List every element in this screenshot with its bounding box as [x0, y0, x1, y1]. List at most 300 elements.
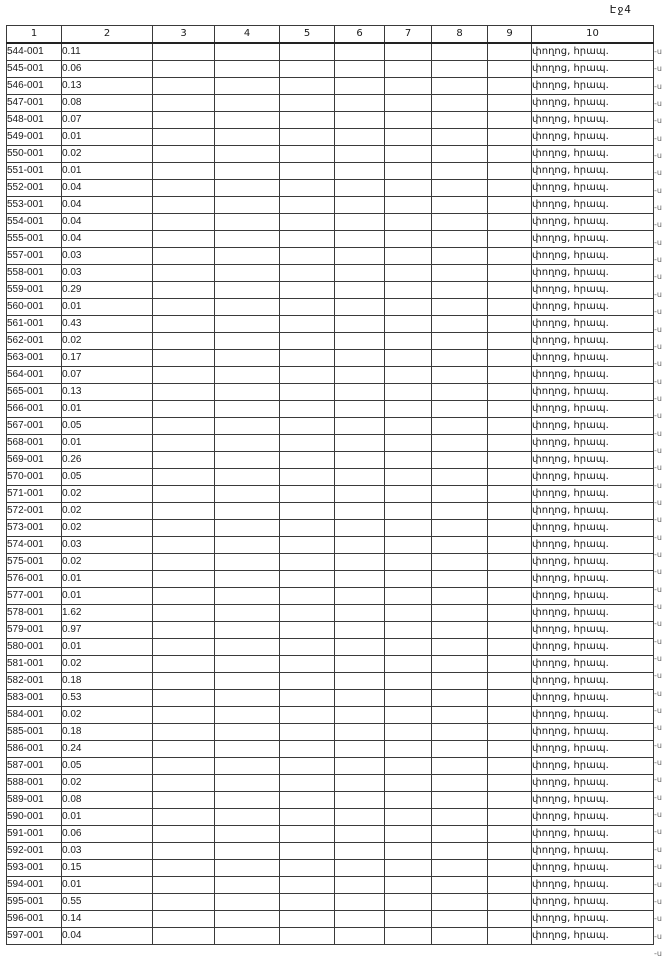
empty-cell — [488, 43, 532, 61]
empty-cell — [488, 673, 532, 690]
purpose-cell: փողոց, հրապ. — [532, 605, 654, 622]
empty-cell — [335, 690, 385, 707]
empty-cell — [215, 928, 280, 945]
empty-cell — [215, 418, 280, 435]
area-cell: 0.04 — [62, 231, 153, 248]
empty-cell — [215, 571, 280, 588]
empty-cell — [335, 843, 385, 860]
empty-cell — [215, 724, 280, 741]
empty-cell — [153, 282, 215, 299]
table-row — [7, 588, 654, 605]
empty-cell — [385, 384, 432, 401]
empty-cell — [385, 605, 432, 622]
purpose-cell: փողոց, հրապ. — [532, 282, 654, 299]
empty-cell — [385, 333, 432, 350]
parcel-id-cell: 594-001 — [7, 877, 62, 894]
empty-cell — [215, 333, 280, 350]
table-row — [7, 826, 654, 843]
empty-cell — [153, 452, 215, 469]
empty-cell — [335, 248, 385, 265]
margin-mark: -ս — [654, 64, 662, 74]
empty-cell — [335, 401, 385, 418]
area-cell: 0.02 — [62, 146, 153, 163]
empty-cell — [215, 112, 280, 129]
margin-mark: -ս — [654, 896, 662, 906]
empty-cell — [432, 282, 488, 299]
empty-cell — [488, 520, 532, 537]
margin-mark: -ս — [654, 879, 662, 889]
purpose-cell: փողոց, հրապ. — [532, 333, 654, 350]
empty-cell — [488, 911, 532, 928]
empty-cell — [488, 656, 532, 673]
margin-mark: -ս — [654, 931, 662, 941]
empty-cell — [385, 418, 432, 435]
empty-cell — [335, 656, 385, 673]
empty-cell — [153, 146, 215, 163]
purpose-cell: փողոց, հրապ. — [532, 741, 654, 758]
empty-cell — [335, 299, 385, 316]
area-cell: 0.01 — [62, 435, 153, 452]
parcel-id-cell: 593-001 — [7, 860, 62, 877]
empty-cell — [385, 282, 432, 299]
empty-cell — [488, 775, 532, 792]
table-row — [7, 741, 654, 758]
margin-mark: -ս — [654, 549, 662, 559]
table-row — [7, 248, 654, 265]
parcel-id-cell: 579-001 — [7, 622, 62, 639]
empty-cell — [280, 469, 335, 486]
margin-marks — [654, 43, 669, 962]
empty-cell — [215, 622, 280, 639]
area-cell: 0.55 — [62, 894, 153, 911]
empty-cell — [280, 758, 335, 775]
empty-cell — [488, 571, 532, 588]
empty-cell — [488, 758, 532, 775]
margin-mark: -ս — [654, 151, 662, 161]
empty-cell — [335, 571, 385, 588]
parcel-id-cell: 585-001 — [7, 724, 62, 741]
empty-cell — [153, 673, 215, 690]
empty-cell — [280, 129, 335, 146]
empty-cell — [153, 877, 215, 894]
purpose-cell: փողոց, հրապ. — [532, 775, 654, 792]
empty-cell — [280, 707, 335, 724]
empty-cell — [153, 741, 215, 758]
empty-cell — [335, 469, 385, 486]
parcel-id-cell: 566-001 — [7, 401, 62, 418]
area-cell: 0.29 — [62, 282, 153, 299]
empty-cell — [153, 520, 215, 537]
parcel-id-cell: 567-001 — [7, 418, 62, 435]
empty-cell — [385, 707, 432, 724]
purpose-cell: փողոց, հրապ. — [532, 588, 654, 605]
empty-cell — [215, 809, 280, 826]
empty-cell — [335, 724, 385, 741]
page-number: Էջ4 — [610, 3, 632, 16]
empty-cell — [385, 146, 432, 163]
empty-cell — [432, 333, 488, 350]
empty-cell — [432, 214, 488, 231]
area-cell: 0.02 — [62, 656, 153, 673]
empty-cell — [215, 656, 280, 673]
empty-cell — [432, 384, 488, 401]
empty-cell — [153, 43, 215, 61]
parcel-id-cell: 592-001 — [7, 843, 62, 860]
margin-mark: -ս — [654, 827, 662, 837]
purpose-cell: փողոց, հրապ. — [532, 690, 654, 707]
empty-cell — [153, 435, 215, 452]
empty-cell — [432, 775, 488, 792]
table-row — [7, 78, 654, 95]
empty-cell — [385, 622, 432, 639]
parcel-id-cell: 583-001 — [7, 690, 62, 707]
empty-cell — [432, 656, 488, 673]
empty-cell — [335, 639, 385, 656]
empty-cell — [280, 350, 335, 367]
margin-mark: -ս — [654, 792, 662, 802]
table-row — [7, 537, 654, 554]
empty-cell — [335, 622, 385, 639]
empty-cell — [215, 384, 280, 401]
empty-cell — [153, 843, 215, 860]
empty-cell — [385, 826, 432, 843]
empty-cell — [432, 639, 488, 656]
margin-mark: -ս — [654, 497, 662, 507]
margin-mark: -ս — [654, 810, 662, 820]
parcel-id-cell: 545-001 — [7, 61, 62, 78]
empty-cell — [280, 741, 335, 758]
area-cell: 0.24 — [62, 741, 153, 758]
empty-cell — [215, 231, 280, 248]
area-cell: 0.06 — [62, 826, 153, 843]
margin-mark: -ս — [654, 636, 662, 646]
empty-cell — [488, 316, 532, 333]
empty-cell — [215, 503, 280, 520]
empty-cell — [215, 61, 280, 78]
empty-cell — [488, 248, 532, 265]
purpose-cell: փողոց, հրապ. — [532, 639, 654, 656]
table-row — [7, 112, 654, 129]
empty-cell — [153, 129, 215, 146]
empty-cell — [432, 571, 488, 588]
purpose-cell: փողոց, հրապ. — [532, 826, 654, 843]
purpose-cell: փողոց, հրապ. — [532, 843, 654, 860]
parcel-id-cell: 578-001 — [7, 605, 62, 622]
area-cell: 0.26 — [62, 452, 153, 469]
purpose-cell: փողոց, հրապ. — [532, 299, 654, 316]
empty-cell — [215, 282, 280, 299]
empty-cell — [153, 724, 215, 741]
empty-cell — [153, 112, 215, 129]
parcel-id-cell: 561-001 — [7, 316, 62, 333]
parcel-id-cell: 544-001 — [7, 43, 62, 61]
empty-cell — [385, 43, 432, 61]
empty-cell — [153, 333, 215, 350]
margin-mark: -ս — [654, 914, 662, 924]
parcel-id-cell: 557-001 — [7, 248, 62, 265]
empty-cell — [488, 588, 532, 605]
empty-cell — [215, 214, 280, 231]
empty-cell — [385, 690, 432, 707]
area-cell: 0.02 — [62, 520, 153, 537]
empty-cell — [432, 265, 488, 282]
empty-cell — [280, 503, 335, 520]
parcel-id-cell: 573-001 — [7, 520, 62, 537]
table-row — [7, 469, 654, 486]
parcel-id-cell: 596-001 — [7, 911, 62, 928]
empty-cell — [335, 180, 385, 197]
parcel-id-cell: 589-001 — [7, 792, 62, 809]
parcel-id-cell: 564-001 — [7, 367, 62, 384]
empty-cell — [215, 894, 280, 911]
table-body — [7, 43, 654, 945]
area-cell: 0.18 — [62, 724, 153, 741]
empty-cell — [385, 520, 432, 537]
area-cell: 0.05 — [62, 758, 153, 775]
area-cell: 0.01 — [62, 809, 153, 826]
empty-cell — [432, 486, 488, 503]
parcel-id-cell: 569-001 — [7, 452, 62, 469]
area-cell: 0.01 — [62, 877, 153, 894]
empty-cell — [215, 537, 280, 554]
empty-cell — [432, 707, 488, 724]
empty-cell — [385, 214, 432, 231]
empty-cell — [385, 452, 432, 469]
empty-cell — [335, 435, 385, 452]
empty-cell — [385, 78, 432, 95]
table-row — [7, 656, 654, 673]
margin-mark: -ս — [654, 515, 662, 525]
parcel-id-cell: 565-001 — [7, 384, 62, 401]
table-row — [7, 333, 654, 350]
purpose-cell: փողոց, հրապ. — [532, 486, 654, 503]
empty-cell — [488, 622, 532, 639]
parcel-id-cell: 546-001 — [7, 78, 62, 95]
empty-cell — [335, 282, 385, 299]
parcel-id-cell: 549-001 — [7, 129, 62, 146]
empty-cell — [280, 588, 335, 605]
parcel-id-cell: 575-001 — [7, 554, 62, 571]
parcel-id-cell: 591-001 — [7, 826, 62, 843]
empty-cell — [153, 401, 215, 418]
margin-mark: -ս — [654, 480, 662, 490]
empty-cell — [488, 333, 532, 350]
empty-cell — [432, 435, 488, 452]
empty-cell — [215, 350, 280, 367]
parcel-id-cell: 562-001 — [7, 333, 62, 350]
empty-cell — [335, 758, 385, 775]
empty-cell — [488, 163, 532, 180]
table-row — [7, 707, 654, 724]
margin-mark: -ս — [654, 775, 662, 785]
empty-cell — [280, 673, 335, 690]
empty-cell — [153, 588, 215, 605]
purpose-cell: փողոց, հրապ. — [532, 503, 654, 520]
margin-mark: -ս — [654, 723, 662, 733]
empty-cell — [215, 469, 280, 486]
empty-cell — [432, 299, 488, 316]
empty-cell — [385, 265, 432, 282]
empty-cell — [488, 928, 532, 945]
empty-cell — [153, 639, 215, 656]
empty-cell — [432, 724, 488, 741]
empty-cell — [153, 78, 215, 95]
empty-cell — [153, 656, 215, 673]
table-row — [7, 758, 654, 775]
area-cell: 0.01 — [62, 571, 153, 588]
column-header: 4 — [215, 26, 280, 44]
empty-cell — [280, 367, 335, 384]
empty-cell — [488, 741, 532, 758]
parcel-id-cell: 597-001 — [7, 928, 62, 945]
empty-cell — [280, 61, 335, 78]
table-row — [7, 809, 654, 826]
parcel-id-cell: 577-001 — [7, 588, 62, 605]
margin-mark: -ս — [654, 411, 662, 421]
margin-mark: -ս — [654, 393, 662, 403]
area-cell: 0.53 — [62, 690, 153, 707]
empty-cell — [215, 877, 280, 894]
area-cell: 0.02 — [62, 503, 153, 520]
purpose-cell: փողոց, հրապ. — [532, 792, 654, 809]
purpose-cell: փողոց, հրապ. — [532, 146, 654, 163]
empty-cell — [432, 61, 488, 78]
empty-cell — [153, 180, 215, 197]
empty-cell — [215, 758, 280, 775]
margin-mark: -ս — [654, 81, 662, 91]
empty-cell — [215, 180, 280, 197]
empty-cell — [335, 146, 385, 163]
empty-cell — [335, 95, 385, 112]
empty-cell — [432, 95, 488, 112]
purpose-cell: փողոց, հրապ. — [532, 350, 654, 367]
table-row — [7, 843, 654, 860]
empty-cell — [280, 248, 335, 265]
margin-mark: -ս — [654, 862, 662, 872]
empty-cell — [280, 809, 335, 826]
empty-cell — [153, 231, 215, 248]
margin-mark: -ս — [654, 740, 662, 750]
margin-mark: -ս — [654, 133, 662, 143]
empty-cell — [215, 146, 280, 163]
margin-mark: -ս — [654, 428, 662, 438]
empty-cell — [488, 61, 532, 78]
area-cell: 0.07 — [62, 367, 153, 384]
empty-cell — [432, 894, 488, 911]
empty-cell — [335, 418, 385, 435]
area-cell: 0.03 — [62, 843, 153, 860]
empty-cell — [488, 231, 532, 248]
empty-cell — [432, 877, 488, 894]
margin-mark: -ս — [654, 272, 662, 282]
margin-mark: -ս — [654, 844, 662, 854]
land-register-table — [6, 25, 654, 945]
table-row — [7, 299, 654, 316]
empty-cell — [280, 690, 335, 707]
empty-cell — [385, 571, 432, 588]
margin-mark: -ս — [654, 359, 662, 369]
empty-cell — [385, 367, 432, 384]
area-cell: 0.06 — [62, 61, 153, 78]
table-row — [7, 486, 654, 503]
parcel-id-cell: 558-001 — [7, 265, 62, 282]
empty-cell — [385, 163, 432, 180]
empty-cell — [385, 435, 432, 452]
empty-cell — [432, 469, 488, 486]
table-row — [7, 775, 654, 792]
empty-cell — [488, 554, 532, 571]
purpose-cell: փողոց, հրապ. — [532, 316, 654, 333]
empty-cell — [432, 588, 488, 605]
empty-cell — [488, 826, 532, 843]
empty-cell — [385, 894, 432, 911]
area-cell: 1.62 — [62, 605, 153, 622]
empty-cell — [153, 775, 215, 792]
empty-cell — [488, 860, 532, 877]
empty-cell — [215, 163, 280, 180]
margin-mark: -ս — [654, 255, 662, 265]
empty-cell — [335, 894, 385, 911]
table-row — [7, 639, 654, 656]
margin-mark: -ս — [654, 220, 662, 230]
area-cell: 0.04 — [62, 214, 153, 231]
area-cell: 0.04 — [62, 197, 153, 214]
area-cell: 0.01 — [62, 129, 153, 146]
table-row — [7, 605, 654, 622]
empty-cell — [432, 129, 488, 146]
parcel-id-cell: 574-001 — [7, 537, 62, 554]
parcel-id-cell: 587-001 — [7, 758, 62, 775]
table-row — [7, 622, 654, 639]
empty-cell — [280, 520, 335, 537]
margin-mark: -ս — [654, 688, 662, 698]
margin-mark: -ս — [654, 47, 662, 56]
table-row — [7, 520, 654, 537]
margin-mark: -ս — [654, 203, 662, 213]
empty-cell — [335, 503, 385, 520]
empty-cell — [335, 928, 385, 945]
margin-mark: -ս — [654, 671, 662, 681]
empty-cell — [153, 265, 215, 282]
empty-cell — [335, 877, 385, 894]
empty-cell — [432, 248, 488, 265]
margin-mark: -ս — [654, 532, 662, 542]
empty-cell — [215, 248, 280, 265]
empty-cell — [385, 554, 432, 571]
area-cell: 0.97 — [62, 622, 153, 639]
column-header: 3 — [153, 26, 215, 44]
empty-cell — [385, 928, 432, 945]
area-cell: 0.02 — [62, 707, 153, 724]
empty-cell — [215, 826, 280, 843]
empty-cell — [432, 78, 488, 95]
table-row — [7, 877, 654, 894]
empty-cell — [335, 775, 385, 792]
empty-cell — [335, 214, 385, 231]
empty-cell — [215, 43, 280, 61]
purpose-cell: փողոց, հրապ. — [532, 95, 654, 112]
empty-cell — [488, 537, 532, 554]
empty-cell — [335, 333, 385, 350]
margin-mark: -ս — [654, 584, 662, 594]
empty-cell — [280, 894, 335, 911]
purpose-cell: փողոց, հրապ. — [532, 537, 654, 554]
area-cell: 0.04 — [62, 180, 153, 197]
empty-cell — [153, 554, 215, 571]
empty-cell — [335, 231, 385, 248]
parcel-id-cell: 586-001 — [7, 741, 62, 758]
empty-cell — [432, 792, 488, 809]
